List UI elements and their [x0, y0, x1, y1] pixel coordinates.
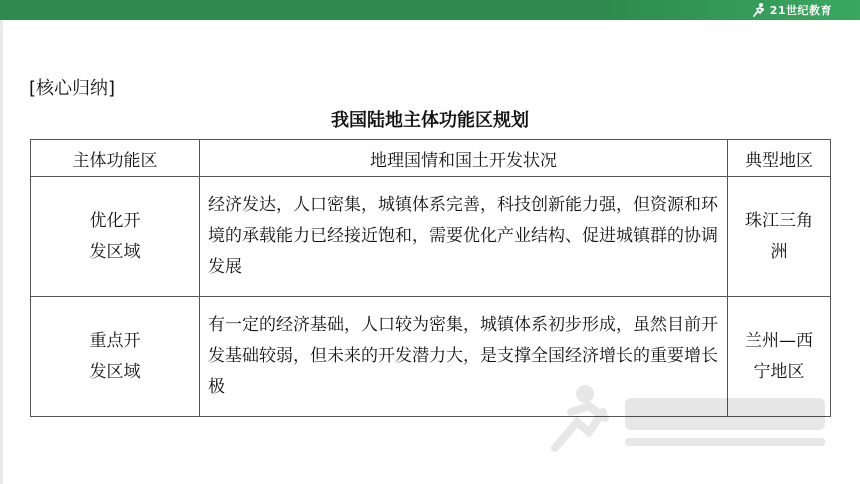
- function-zone-table: [30, 139, 831, 417]
- region-cell: [728, 177, 831, 297]
- zone-cell: [31, 297, 200, 417]
- region-line: 宁地区: [753, 361, 805, 382]
- zone-cell: [31, 177, 200, 297]
- table-title: 我国陆地主体功能区规划: [331, 110, 529, 131]
- zone-line: 发区域: [89, 241, 141, 262]
- region-line: 珠江三角: [745, 210, 813, 231]
- header-description: 地理国情和国土开发状况: [200, 140, 728, 177]
- table-row: [31, 177, 831, 297]
- region-cell: [728, 297, 831, 417]
- header-zone: 主体功能区: [31, 140, 200, 177]
- header-region: 典型地区: [728, 140, 831, 177]
- section-label: [核心归纳]: [29, 78, 116, 99]
- table-row: [31, 297, 831, 417]
- left-border: [0, 20, 3, 484]
- runner-icon: [751, 2, 767, 18]
- zone-line: 重点开: [89, 330, 141, 351]
- description-cell: 有一定的经济基础，人口较为密集，城镇体系初步形成，虽然目前开发基础较弱，但未来的开发潜力大，是支撑全国经济增长的重要增长极: [200, 297, 728, 417]
- table-header-row: [31, 140, 831, 177]
- region-line: 洲: [770, 241, 788, 262]
- logo-text: 21世纪教育: [769, 4, 832, 17]
- brand-logo: [751, 0, 832, 20]
- description-cell: 经济发达，人口密集，城镇体系完善，科技创新能力强，但资源和环境的承载能力已经接近饱和，需要优化产业结构、促进城镇群的协调发展: [200, 177, 728, 297]
- zone-line: 优化开: [89, 210, 141, 231]
- zone-line: 发区域: [89, 361, 141, 382]
- region-line: 兰州—西: [745, 330, 813, 351]
